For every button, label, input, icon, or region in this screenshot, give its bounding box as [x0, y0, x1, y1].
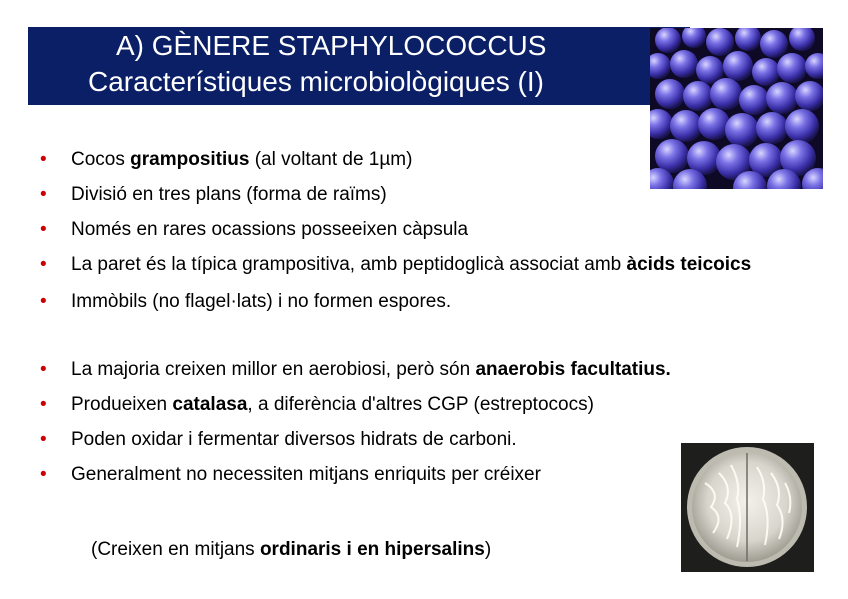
- bullet-icon: •: [40, 184, 47, 205]
- bullet-icon: •: [40, 359, 47, 380]
- bullet-icon: •: [40, 149, 47, 170]
- list-item: • La majoria creixen millor en aerobiosi, però són anaerobis facultatius.: [40, 359, 671, 380]
- list-item: • Només en rares ocassions posseeixen càpsula: [40, 219, 469, 240]
- bullet-icon: •: [40, 429, 47, 450]
- list-item: • La paret és la típica grampositiva, amb peptidoglicà associat amb àcids teicoics: [40, 254, 752, 275]
- bullet-icon: •: [40, 394, 47, 415]
- bullet-icon: •: [40, 291, 47, 312]
- slide-subtitle: Característiques microbiològiques (I): [88, 66, 544, 97]
- bullet-icon: •: [40, 254, 47, 275]
- list-item: • Divisió en tres plans (forma de raïms): [40, 184, 387, 205]
- bullet-icon: •: [40, 219, 47, 240]
- title-band: [28, 27, 690, 105]
- bullet-icon: •: [40, 464, 47, 485]
- list-item: • Generalment no necessiten mitjans enriquits per créixer: [40, 464, 541, 485]
- list-item: • Immòbils (no flagel·lats) i no formen espores.: [40, 291, 452, 312]
- list-item: • Cocos grampositius (al voltant de 1µm): [40, 149, 413, 170]
- slide-title: A) GÈNERE STAPHYLOCOCCUS: [116, 30, 547, 61]
- feature-list: [40, 147, 800, 497]
- growth-note: (Creixen en mitjans ordinaris i en hipersalins): [91, 539, 492, 560]
- list-item: • Poden oxidar i fermentar diversos hidrats de carboni.: [40, 429, 517, 450]
- list-item: • Produeixen catalasa, a diferència d'altres CGP (estreptococs): [40, 394, 594, 415]
